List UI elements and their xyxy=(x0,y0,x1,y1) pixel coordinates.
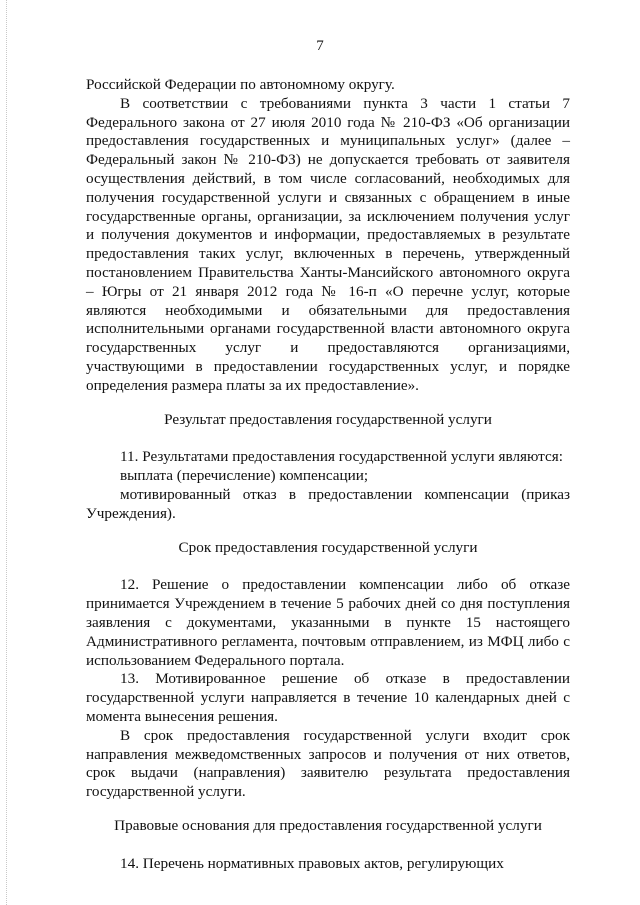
paragraph-12: 12. Решение о предоставлении компенсации либо об отказе принимается Учреждением в течение 5 рабочих дней со дня поступления заявления с документами, указанными в пункте 15 настоящего Административного регламента, почтовым отправлением, из МФЦ либо с использованием Федерального портала. xyxy=(86,576,570,669)
paragraph-13-term-details: В срок предоставления государственной услуги входит срок направления межведомственных запросов и получения от них ответов, срок выдачи (направления) заявителю результата предоставления государственной услуги. xyxy=(86,726,570,801)
paragraph-14: 14. Перечень нормативных правовых актов, регулирующих xyxy=(120,854,504,872)
paragraph-requirements: В соответствии с требованиями пункта 3 части 1 статьи 7 Федерального закона от 27 июля 2010 года № 210-ФЗ «Об организации предоставления государственных и муниципальных услуг» (далее – Федеральный закон № 210-ФЗ) не допускается требовать от заявителя осуществления действий, в том числе согласований, необходимых для получения государственной услуги и связанных с обращением в иные государственные органы, организации, за исключением получения услуг и получения документов и информации, предоставляемых в результате предоставления таких услуг, включенных в перечень, утвержденный постановлением Правительства Ханты-Мансийского автономного округа – Югры от 21 января 2012 года № 16-п «О перечне услуг, которые являются необходимыми и обязательными для предоставления исполнительными органами государственной власти автономного округа государственных услуг и предоставляются организациями, участвующими в предоставлении государственных услуг, и порядке определения размера платы за их предоставление». xyxy=(86,94,570,394)
paragraph-continuation: Российской Федерации по автономному округу. xyxy=(86,76,395,93)
scan-edge-mark xyxy=(6,0,8,905)
paragraph-11-item-refusal: мотивированный отказ в предоставлении компенсации (приказ Учреждения). xyxy=(86,485,570,522)
page-number: 7 xyxy=(316,38,324,54)
paragraph-11: 11. Результатами предоставления государственной услуги являются: xyxy=(120,448,563,466)
paragraph-11-item-payment: выплата (перечисление) компенсации; xyxy=(120,467,369,485)
section-heading-legal-basis: Правовые основания для предоставления государственной услуги xyxy=(114,816,542,834)
section-heading-result: Результат предоставления государственной услуги xyxy=(164,410,492,428)
paragraph-13: 13. Мотивированное решение об отказе в предоставлении государственной услуги направляется в течение 10 календарных дней с момента вынесения решения. xyxy=(86,670,570,725)
section-heading-term: Срок предоставления государственной услуги xyxy=(178,538,478,556)
document-body xyxy=(86,76,570,873)
